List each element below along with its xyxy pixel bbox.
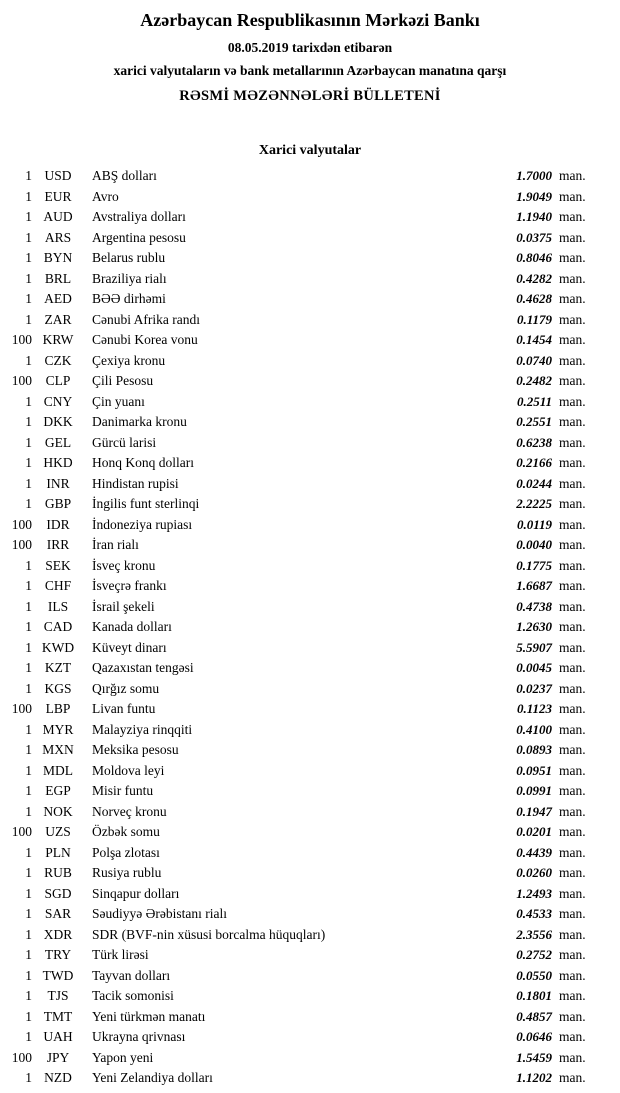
currency-name: Meksika pesosu <box>92 742 179 757</box>
rate-row <box>6 638 592 659</box>
rate-unit: man. <box>559 762 586 778</box>
rate-unit: man. <box>559 1049 586 1065</box>
currency-name: Qırğız somu <box>92 680 160 696</box>
currency-code: GBP <box>44 496 72 511</box>
rate-row <box>6 392 592 413</box>
rate-unit: man. <box>559 660 586 675</box>
currency-code: TJS <box>47 988 69 1003</box>
currency-name: Argentina pesosu <box>92 229 186 245</box>
rate-value: 0.0550 <box>516 967 552 983</box>
rate-value: 0.1123 <box>516 701 552 716</box>
currency-code: CHF <box>44 578 72 593</box>
rate-row <box>6 740 592 761</box>
rate-row <box>6 433 592 454</box>
rate-row <box>6 453 592 474</box>
rate-value: 0.4628 <box>516 291 552 306</box>
currency-name: Ukrayna qrivnası <box>92 1029 186 1044</box>
rate-value: 0.8046 <box>516 250 552 265</box>
rate-unit: man. <box>559 824 586 839</box>
rate-unit: man. <box>559 270 586 286</box>
currency-name: Sinqapur dolları <box>92 885 180 901</box>
currency-name: Yapon yeni <box>92 1049 154 1065</box>
currency-name: ABŞ dolları <box>92 168 157 183</box>
rate-value: 0.0991 <box>516 783 552 798</box>
rate-quantity: 100 <box>11 1049 32 1065</box>
rate-quantity: 1 <box>25 1008 32 1024</box>
currency-code: INR <box>46 475 70 491</box>
rate-quantity: 1 <box>25 557 32 573</box>
rate-value: 0.0375 <box>516 229 552 245</box>
rate-value: 1.5459 <box>516 1049 552 1065</box>
rate-unit: man. <box>559 250 586 265</box>
rate-row <box>6 207 592 228</box>
currency-name: Türk lirəsi <box>92 947 149 962</box>
rate-quantity: 1 <box>25 988 32 1003</box>
rate-row <box>6 494 592 515</box>
rate-row <box>6 576 592 597</box>
rate-row <box>6 904 592 925</box>
currency-code: SGD <box>44 885 72 901</box>
rate-unit: man. <box>559 332 586 347</box>
rate-quantity: 1 <box>25 598 32 614</box>
rate-value: 0.1179 <box>516 311 552 327</box>
currency-name: Cənubi Korea vonu <box>92 332 198 347</box>
currency-code: TRY <box>44 947 72 962</box>
currency-name: Gürcü larisi <box>92 434 157 450</box>
currency-code: SEK <box>45 557 71 573</box>
rate-unit: man. <box>559 885 586 901</box>
rate-value: 2.2225 <box>516 496 552 511</box>
currency-code: IRR <box>46 537 70 552</box>
rate-row <box>6 925 592 946</box>
currency-name: İran rialı <box>92 537 139 552</box>
rate-row <box>6 228 592 249</box>
currency-code: AUD <box>43 209 73 224</box>
rate-unit: man. <box>559 783 586 798</box>
rate-quantity: 1 <box>25 250 32 265</box>
rate-value: 1.1940 <box>516 209 552 224</box>
currency-name: Danimarka kronu <box>92 414 187 429</box>
rate-unit: man. <box>559 496 586 511</box>
currency-code: KWD <box>41 639 75 655</box>
rate-row <box>6 781 592 802</box>
currency-name: Cənubi Afrika randı <box>92 311 200 327</box>
rate-unit: man. <box>559 455 586 470</box>
rate-value: 0.2482 <box>516 373 552 388</box>
currency-name: Braziliya rialı <box>92 270 167 286</box>
rate-unit: man. <box>559 1070 586 1085</box>
rate-row <box>6 761 592 782</box>
currency-name: İsveçrə frankı <box>92 578 167 593</box>
rate-value: 0.1454 <box>516 332 552 347</box>
currency-code: MDL <box>43 762 73 778</box>
rate-value: 1.1202 <box>516 1070 552 1085</box>
currency-name: SDR (BVF-nin xüsusi borcalma hüquqları) <box>92 926 326 942</box>
currency-code: GEL <box>44 434 72 450</box>
rate-unit: man. <box>559 291 586 306</box>
currency-code: KRW <box>42 332 74 347</box>
rate-unit: man. <box>559 311 586 327</box>
currency-code: KGS <box>44 680 72 696</box>
rate-unit: man. <box>559 680 586 696</box>
currency-code: CLP <box>45 373 71 388</box>
currency-code: IDR <box>46 516 70 532</box>
rate-quantity: 1 <box>25 844 32 860</box>
currency-code: ARS <box>44 229 72 245</box>
currency-code: USD <box>44 168 72 183</box>
rate-unit: man. <box>559 168 586 183</box>
rate-quantity: 1 <box>25 475 32 491</box>
rate-value: 0.0646 <box>516 1029 552 1044</box>
rate-value: 0.0119 <box>516 516 552 532</box>
currency-name: Moldova leyi <box>92 762 165 778</box>
currency-code: AED <box>44 291 72 306</box>
currency-code: CNY <box>43 393 73 409</box>
rate-quantity: 1 <box>25 926 32 942</box>
rate-quantity: 100 <box>11 373 32 388</box>
currency-name: Yeni türkmən manatı <box>92 1008 206 1024</box>
rate-unit: man. <box>559 209 586 224</box>
currency-code: ZAR <box>44 311 72 327</box>
rate-unit: man. <box>559 639 586 655</box>
rate-row <box>6 699 592 720</box>
currency-name: Çili Pesosu <box>92 373 154 388</box>
rate-quantity: 1 <box>25 947 32 962</box>
rate-value: 2.3556 <box>516 926 552 942</box>
rate-quantity: 100 <box>11 824 32 839</box>
rate-unit: man. <box>559 352 586 368</box>
currency-code: NZD <box>44 1070 72 1085</box>
currency-name: Özbək somu <box>92 824 160 839</box>
rate-row <box>6 966 592 987</box>
rate-row <box>6 884 592 905</box>
bank-name-title: Azərbaycan Respublikasının Mərkəzi Bankı <box>140 10 480 30</box>
rate-row <box>6 412 592 433</box>
rate-value: 0.0740 <box>516 352 552 368</box>
currency-name: Polşa zlotası <box>92 844 160 860</box>
currency-code: TWD <box>42 967 74 983</box>
rate-value: 0.0040 <box>516 537 552 552</box>
rate-quantity: 1 <box>25 639 32 655</box>
rate-row <box>6 1027 592 1048</box>
rate-unit: man. <box>559 434 586 450</box>
rate-row <box>6 658 592 679</box>
rate-unit: man. <box>559 947 586 962</box>
rate-value: 1.2493 <box>516 885 552 901</box>
currency-name: İndoneziya rupiası <box>92 516 193 532</box>
rate-row <box>6 720 592 741</box>
currency-name: Hindistan rupisi <box>92 475 179 491</box>
rate-row <box>6 802 592 823</box>
rate-row <box>6 371 592 392</box>
currency-name: Avro <box>92 188 119 204</box>
currency-name: Malayziya rinqqiti <box>92 721 193 737</box>
rate-row <box>6 679 592 700</box>
rate-value: 0.2551 <box>516 414 552 429</box>
currency-name: Tacik somonisi <box>92 988 174 1003</box>
rate-value: 0.0045 <box>516 660 552 675</box>
rate-value: 0.4738 <box>516 598 552 614</box>
rate-unit: man. <box>559 742 586 757</box>
rate-unit: man. <box>559 967 586 983</box>
rate-row <box>6 617 592 638</box>
rate-unit: man. <box>559 619 586 634</box>
currency-name: BƏƏ dirhəmi <box>92 291 166 306</box>
rate-value: 0.2511 <box>516 393 552 409</box>
currency-name: Belarus rublu <box>92 250 166 265</box>
rate-quantity: 1 <box>25 721 32 737</box>
rate-quantity: 1 <box>25 680 32 696</box>
currency-name: Rusiya rublu <box>92 865 162 880</box>
currency-name: Livan funtu <box>92 701 156 716</box>
rate-row <box>6 945 592 966</box>
rate-value: 0.1947 <box>516 803 552 819</box>
rate-quantity: 1 <box>25 270 32 286</box>
rate-quantity: 1 <box>25 742 32 757</box>
rate-unit: man. <box>559 578 586 593</box>
rate-value: 0.0201 <box>516 824 552 839</box>
currency-name: Avstraliya dolları <box>92 209 186 224</box>
rate-quantity: 1 <box>25 168 32 183</box>
currency-name: Çin yuanı <box>92 393 145 409</box>
rate-value: 0.0237 <box>516 680 552 696</box>
rate-quantity: 1 <box>25 414 32 429</box>
rate-unit: man. <box>559 598 586 614</box>
rate-row <box>6 166 592 187</box>
currency-code: DKK <box>43 414 73 429</box>
currency-code: HKD <box>43 455 73 470</box>
currency-code: MYR <box>42 721 74 737</box>
currency-code: MXN <box>42 742 74 757</box>
rate-quantity: 1 <box>25 783 32 798</box>
rate-quantity: 1 <box>25 1029 32 1044</box>
currency-code: LBP <box>45 701 71 716</box>
currency-code: UZS <box>45 824 71 839</box>
currency-code: RUB <box>44 865 72 880</box>
rate-unit: man. <box>559 906 586 921</box>
currency-code: ILS <box>47 598 69 614</box>
rate-row <box>6 474 592 495</box>
rate-quantity: 1 <box>25 660 32 675</box>
rate-row <box>6 822 592 843</box>
rate-quantity: 1 <box>25 434 32 450</box>
rate-quantity: 1 <box>25 229 32 245</box>
currency-code: XDR <box>43 926 73 942</box>
effective-date-line: 08.05.2019 tarixdən etibarən <box>227 40 393 55</box>
rate-unit: man. <box>559 1029 586 1044</box>
rate-value: 0.1775 <box>516 557 552 573</box>
bulletin-header <box>0 10 620 105</box>
currency-name: Yeni Zelandiya dolları <box>92 1070 213 1085</box>
rate-value: 1.2630 <box>516 619 552 634</box>
rate-unit: man. <box>559 701 586 716</box>
rate-row <box>6 1007 592 1028</box>
rate-unit: man. <box>559 1008 586 1024</box>
currency-name: Küveyt dinarı <box>92 639 167 655</box>
rate-value: 0.4533 <box>516 906 552 921</box>
rate-unit: man. <box>559 516 586 532</box>
currency-code: CAD <box>43 619 73 634</box>
rate-unit: man. <box>559 721 586 737</box>
rate-unit: man. <box>559 475 586 491</box>
rate-quantity: 1 <box>25 352 32 368</box>
currency-code: TMT <box>43 1008 73 1024</box>
rate-value: 1.9049 <box>516 188 552 204</box>
currency-name: Qazaxıstan tengəsi <box>92 660 194 675</box>
rate-quantity: 1 <box>25 455 32 470</box>
rate-unit: man. <box>559 188 586 204</box>
rate-quantity: 1 <box>25 865 32 880</box>
rate-row <box>6 351 592 372</box>
rate-unit: man. <box>559 414 586 429</box>
rate-unit: man. <box>559 537 586 552</box>
currency-name: Honq Konq dolları <box>92 455 194 470</box>
rate-row <box>6 556 592 577</box>
currency-name: İsrail şekeli <box>92 598 155 614</box>
rate-quantity: 100 <box>11 516 32 532</box>
rate-value: 0.0260 <box>516 865 552 880</box>
currency-code: SAR <box>44 906 72 921</box>
rate-row <box>6 986 592 1007</box>
rate-quantity: 100 <box>11 537 32 552</box>
rate-quantity: 1 <box>25 803 32 819</box>
rate-unit: man. <box>559 229 586 245</box>
rate-quantity: 1 <box>25 188 32 204</box>
rate-row <box>6 1048 592 1069</box>
rate-quantity: 1 <box>25 311 32 327</box>
rate-quantity: 1 <box>25 291 32 306</box>
currency-name: İngilis funt sterlinqi <box>92 496 200 511</box>
rate-row <box>6 289 592 310</box>
currency-code: NOK <box>43 803 73 819</box>
currency-code: EGP <box>45 783 71 798</box>
currency-code: UAH <box>43 1029 73 1044</box>
currency-code: BRL <box>44 270 72 286</box>
bulletin-subtitle: xarici valyutaların və bank metallarının Azərbaycan manatına qarşı <box>113 63 507 78</box>
rate-value: 0.2752 <box>516 947 552 962</box>
rate-unit: man. <box>559 926 586 942</box>
rate-row <box>6 330 592 351</box>
currency-code: KZT <box>44 660 72 675</box>
rate-unit: man. <box>559 865 586 880</box>
rate-quantity: 1 <box>25 762 32 778</box>
bulletin-title: RƏSMİ MƏZƏNNƏLƏRİ BÜLLETENİ <box>179 88 441 104</box>
rate-row <box>6 1068 592 1089</box>
rate-quantity: 1 <box>25 619 32 634</box>
rate-value: 1.7000 <box>516 168 552 183</box>
rate-unit: man. <box>559 393 586 409</box>
rate-row <box>6 187 592 208</box>
currency-name: Çexiya kronu <box>92 352 166 368</box>
rate-row <box>6 535 592 556</box>
rate-value: 0.0244 <box>516 475 552 491</box>
rate-unit: man. <box>559 373 586 388</box>
rate-value: 0.4857 <box>516 1008 552 1024</box>
currency-name: Norveç kronu <box>92 803 167 819</box>
rate-quantity: 1 <box>25 393 32 409</box>
currency-code: PLN <box>45 844 71 860</box>
section-title-foreign-currencies: Xarici valyutalar <box>258 143 362 158</box>
rate-row <box>6 310 592 331</box>
currency-code: EUR <box>44 188 72 204</box>
rate-unit: man. <box>559 988 586 1003</box>
rate-quantity: 1 <box>25 906 32 921</box>
rate-row <box>6 248 592 269</box>
currency-name: Tayvan dolları <box>92 967 171 983</box>
rate-unit: man. <box>559 844 586 860</box>
rate-value: 0.6238 <box>516 434 552 450</box>
currency-name: Kanada dolları <box>92 619 172 634</box>
rate-quantity: 100 <box>11 332 32 347</box>
rate-value: 0.4439 <box>516 844 552 860</box>
rate-value: 0.2166 <box>516 455 552 470</box>
currency-name: İsveç kronu <box>92 557 156 573</box>
rate-quantity: 1 <box>25 496 32 511</box>
rate-value: 0.0893 <box>516 742 552 757</box>
rate-row <box>6 597 592 618</box>
rate-value: 0.1801 <box>516 988 552 1003</box>
rate-row <box>6 863 592 884</box>
rate-value: 0.0951 <box>516 762 552 778</box>
rate-quantity: 1 <box>25 578 32 593</box>
rate-unit: man. <box>559 557 586 573</box>
rate-quantity: 1 <box>25 1070 32 1085</box>
rate-quantity: 100 <box>11 701 32 716</box>
rate-row <box>6 515 592 536</box>
rate-value: 0.4282 <box>516 270 552 286</box>
currency-name: Səudiyyə Ərəbistanı rialı <box>92 906 227 921</box>
rate-value: 1.6687 <box>516 578 552 593</box>
rate-quantity: 1 <box>25 885 32 901</box>
rate-value: 5.5907 <box>516 639 552 655</box>
rate-unit: man. <box>559 803 586 819</box>
currency-code: CZK <box>44 352 72 368</box>
currency-name: Misir funtu <box>92 783 154 798</box>
currency-code: JPY <box>46 1049 70 1065</box>
currency-code: BYN <box>43 250 73 265</box>
rate-quantity: 1 <box>25 209 32 224</box>
rate-quantity: 1 <box>25 967 32 983</box>
rate-row <box>6 843 592 864</box>
rate-row <box>6 269 592 290</box>
rates-table-body <box>0 166 620 1093</box>
rate-value: 0.4100 <box>516 721 552 737</box>
